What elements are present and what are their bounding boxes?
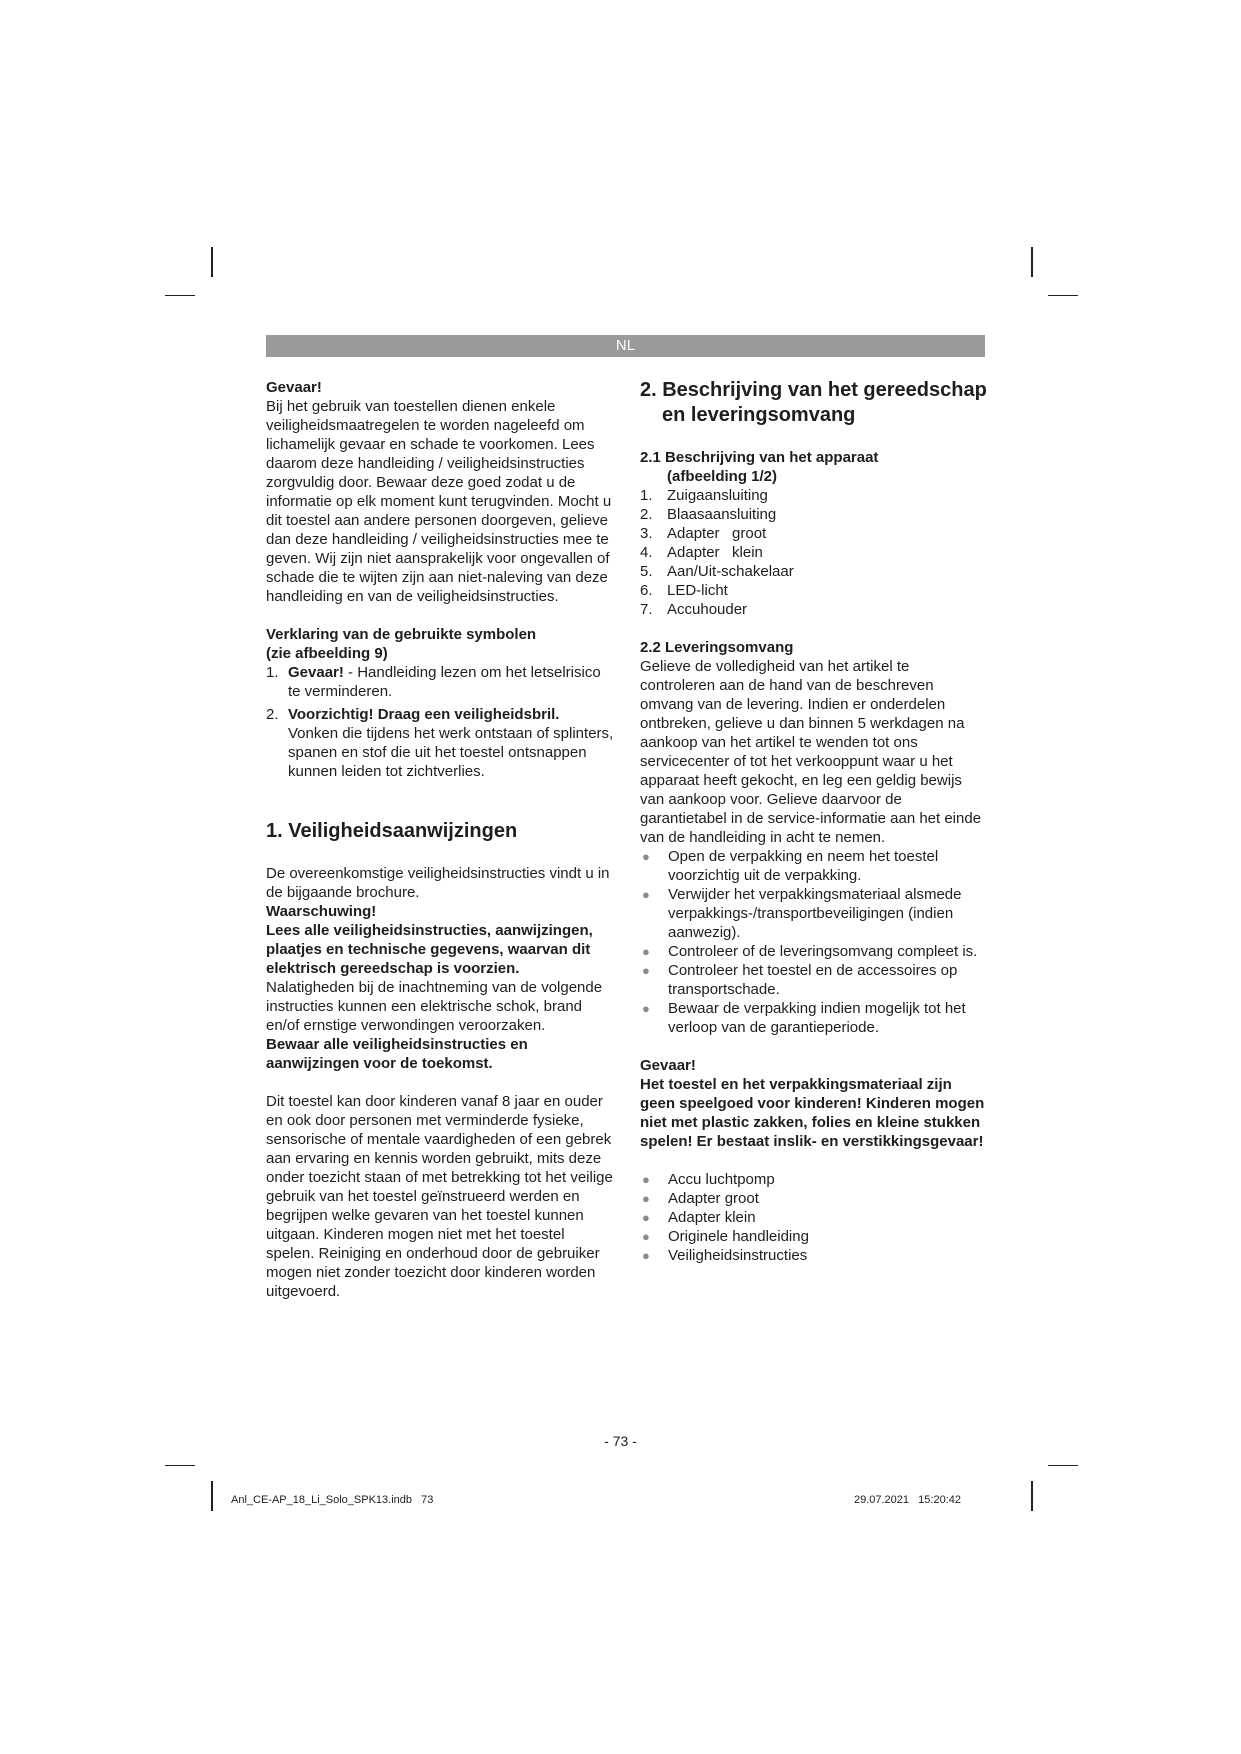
symbol-item	[266, 705, 614, 781]
check-item: ● Bewaar de verpakking indien mogelijk tot het verloop van de garantieperiode.	[642, 1000, 966, 1036]
bullet-icon: ●	[642, 1172, 650, 1187]
subsection-2-1-title: 2.1 Beschrijving van het apparaat	[640, 449, 879, 466]
page-number: - 73 -	[604, 1433, 637, 1449]
crop-mark	[1048, 1465, 1078, 1466]
bullet-icon: ●	[642, 849, 650, 864]
part-label: Blaasaansluiting	[667, 506, 777, 523]
danger-2-text: Het toestel en het verpakkingsmateriaal zijn geen speelgoed voor kinderen! Kinderen mogen niet met plastic zakken, folies en kleine stukken spelen! Er bestaat inslik- en verstikkingsgevaar!	[640, 1076, 985, 1150]
bullet-icon: ●	[642, 1191, 650, 1206]
symbol-number: 1.	[266, 664, 279, 681]
part-number: 4.	[640, 544, 653, 561]
print-timestamp: 29.07.2021 15:20:42	[853, 1494, 961, 1506]
children-paragraph: Dit toestel kan door kinderen vanaf 8 jaar en ouder en ook door personen met verminderde fysieke, sensorische of mentale vaardigheden of een gebrek aan ervaring en kennis worden gebruikt, mits deze onder toezicht staan of met betrekking tot het veilige gebruik van het toestel geïnstrueerd werden en begrijpen welke gevaren van het toestel kunnen uitgaan. Kinderen mogen niet met het toestel spelen. Reiniging en onderhoud door de gebruiker mogen niet zonder toezicht door kinderen worden uitgevoerd.	[266, 1093, 613, 1300]
check-item: ● Open de verpakking en neem het toestel voorzichtig uit de verpakking.	[642, 848, 939, 884]
part-label: Zuigaansluiting	[667, 487, 768, 504]
part-label: Aan/Uit-schakelaar	[667, 563, 794, 580]
delivery-item: ● Adapter groot	[642, 1190, 759, 1207]
check-item: ● Controleer of de leveringsomvang compleet is.	[642, 943, 978, 960]
part-label: Accuhouder	[667, 601, 748, 618]
right-column	[640, 378, 987, 1265]
danger-heading: Gevaar!	[266, 379, 322, 396]
symbol-text: Vonken die tijdens het werk ontstaan of splinters, spanen en stof die uit het toestel ontsnappen kunnen leiden tot zichtverlies.	[288, 725, 614, 780]
section-2-title-cont: en leveringsomvang	[662, 404, 856, 426]
symbols-heading-sub: (zie afbeelding 9)	[266, 645, 388, 662]
part-item	[640, 581, 987, 600]
delivery-list	[640, 1170, 987, 1265]
bullet-icon: ●	[642, 887, 650, 902]
language-header-bar	[266, 335, 985, 357]
bullet-icon: ●	[642, 944, 650, 959]
parts-list	[640, 486, 987, 619]
danger-paragraph: Bij het gebruik van toestellen dienen enkele veiligheidsmaatregelen te worden nageleefd om lichamelijk gevaar en schade te voorkomen. Lees daarom deze handleiding / veiligheidsinstructies zorgvuldig door. Bewaar deze goed zodat u de informatie op elk moment kunt terugvinden. Mocht u dit toestel aan andere personen doorgeven, gelieve dan deze handleiding / veiligheidsinstructies mee te geven. Wij zijn niet aansprakelijk voor ongevallen of schade die te wijten zijn aan niet-naleving van deze handleiding en van de veiligheidsinstructies.	[266, 398, 612, 605]
crop-mark	[1031, 247, 1033, 277]
warning-bold-text: Lees alle veiligheidsinstructies, aanwijzingen, plaatjes en technische gegevens, waarvan dit elektrisch gereedschap is voorzien.	[266, 922, 593, 977]
part-item	[640, 505, 987, 524]
subsection-2-2-title: 2.2 Leveringsomvang	[640, 639, 794, 656]
part-number: 1.	[640, 487, 653, 504]
language-label: NL	[615, 337, 636, 354]
symbol-item	[266, 663, 614, 701]
check-list	[640, 847, 987, 1037]
delivery-item: ● Originele handleiding	[642, 1228, 809, 1245]
warning-heading: Waarschuwing!	[266, 903, 377, 920]
part-number: 5.	[640, 563, 653, 580]
section-1-title: 1. Veiligheidsaanwijzingen	[266, 820, 518, 842]
symbol-bold: Voorzichtig! Draag een veiligheidsbril.	[288, 706, 560, 723]
part-number: 3.	[640, 525, 653, 542]
delivery-item: ● Adapter klein	[642, 1209, 756, 1226]
crop-mark	[1048, 295, 1078, 296]
bullet-icon: ●	[642, 1248, 650, 1263]
section-2-title: 2. Beschrijving van het gereedschap	[640, 379, 987, 401]
symbol-bold: Gevaar!	[288, 664, 344, 681]
danger-2-heading: Gevaar!	[640, 1057, 696, 1074]
crop-mark	[1031, 1481, 1033, 1511]
check-item: ● Verwijder het verpakkingsmateriaal alsmede verpakkings-/transportbeveiligingen (indien aanwezig).	[642, 886, 962, 941]
crop-mark	[211, 247, 213, 277]
delivery-item: ● Accu luchtpomp	[642, 1171, 775, 1188]
part-number: 2.	[640, 506, 653, 523]
delivery-item: ● Veiligheidsinstructies	[642, 1247, 808, 1264]
symbol-number: 2.	[266, 706, 279, 723]
file-name: Anl_CE-AP_18_Li_Solo_SPK13.indb 73	[231, 1494, 434, 1506]
check-item: ● Controleer het toestel en de accessoires op transportschade.	[642, 962, 958, 998]
warning-keep-text: Bewaar alle veiligheidsinstructies en aanwijzingen voor de toekomst.	[266, 1036, 528, 1072]
part-label: LED-licht	[667, 582, 728, 599]
part-number: 6.	[640, 582, 653, 599]
bullet-icon: ●	[642, 1001, 650, 1016]
crop-mark	[211, 1481, 213, 1511]
part-item	[640, 562, 987, 581]
symbols-list	[266, 663, 614, 781]
bullet-icon: ●	[642, 1210, 650, 1225]
part-number: 7.	[640, 601, 653, 618]
part-label: Adapter klein	[667, 544, 763, 561]
part-item	[640, 486, 987, 505]
subsection-2-2-text: Gelieve de volledigheid van het artikel te controleren aan de hand van de beschreven omvang van de levering. Indien er onderdelen ontbreken, gelieve u dan binnen 5 werkdagen na aankoop van het artikel te wenden tot ons servicecenter of tot het verkooppunt waar u het apparaat heeft gekocht, en leg een geldig bewijs van aankoop voor. Gelieve daarvoor de garantietabel in de service-informatie aan het einde van de handleiding in acht te nemen.	[640, 658, 982, 846]
left-column	[266, 378, 614, 1301]
section-1-intro: De overeenkomstige veiligheidsinstructies vindt u in de bijgaande brochure.	[266, 865, 610, 901]
bullet-icon: ●	[642, 1229, 650, 1244]
part-item	[640, 524, 987, 543]
symbols-heading: Verklaring van de gebruikte symbolen	[266, 626, 537, 643]
part-item	[640, 543, 987, 562]
part-item	[640, 600, 987, 619]
subsection-2-1-sub: (afbeelding 1/2)	[667, 468, 778, 485]
warning-text: Nalatigheden bij de inachtneming van de volgende instructies kunnen een elektrische schok, brand en/of ernstige verwondingen veroorzaken.	[266, 979, 603, 1034]
part-label: Adapter groot	[667, 525, 767, 542]
crop-mark	[165, 295, 195, 296]
bullet-icon: ●	[642, 963, 650, 978]
symbol-text: - Handleiding lezen om het letselrisico te verminderen.	[288, 664, 601, 700]
crop-mark	[165, 1465, 195, 1466]
